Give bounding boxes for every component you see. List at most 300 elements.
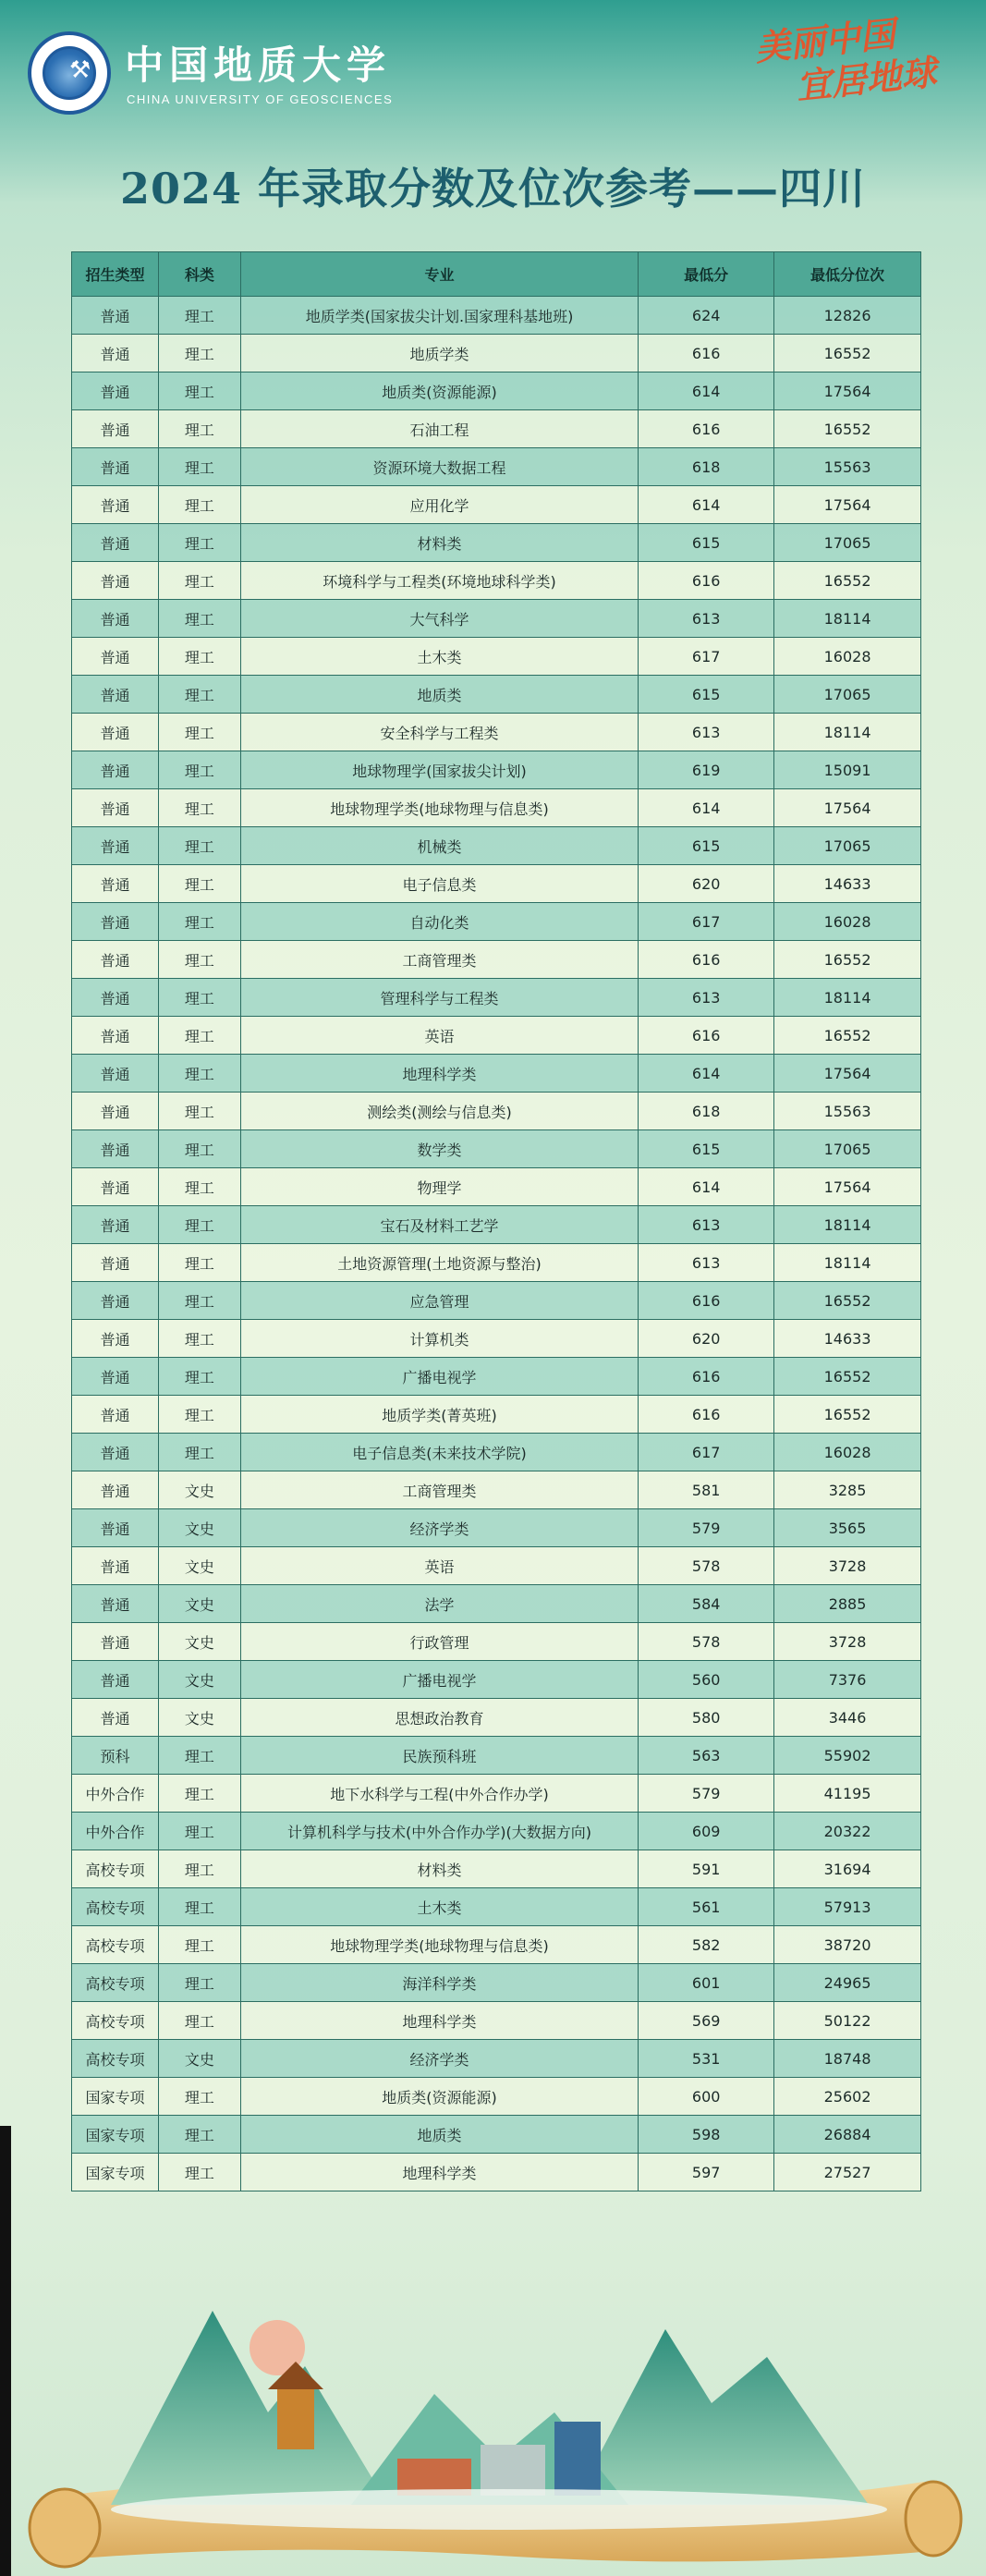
cell-subject-category: 理工	[158, 335, 240, 372]
cell-enrollment-type: 普通	[72, 1471, 159, 1509]
cell-subject-category: 理工	[158, 714, 240, 751]
cell-min-rank: 14633	[774, 1320, 921, 1358]
table-row	[72, 335, 921, 372]
cell-major: 地质类	[240, 2116, 638, 2154]
cell-enrollment-type: 普通	[72, 1623, 159, 1661]
cell-subject-category: 理工	[158, 1282, 240, 1320]
cell-min-rank: 14633	[774, 865, 921, 903]
cell-enrollment-type: 普通	[72, 1055, 159, 1093]
slogan-line-2: 宜居地球	[794, 51, 939, 107]
cell-enrollment-type: 普通	[72, 789, 159, 827]
logo-emblem	[43, 46, 96, 100]
cell-min-score: 614	[639, 1055, 774, 1093]
cell-subject-category: 理工	[158, 1775, 240, 1813]
cell-major: 法学	[240, 1585, 638, 1623]
cell-subject-category: 理工	[158, 1434, 240, 1471]
table-row	[72, 2040, 921, 2078]
cell-subject-category: 理工	[158, 410, 240, 448]
cell-subject-category: 理工	[158, 941, 240, 979]
cell-min-score: 615	[639, 524, 774, 562]
cell-min-rank: 16552	[774, 410, 921, 448]
cell-min-score: 597	[639, 2154, 774, 2191]
cell-enrollment-type: 普通	[72, 941, 159, 979]
cell-major: 电子信息类(未来技术学院)	[240, 1434, 638, 1471]
cell-enrollment-type: 高校专项	[72, 1888, 159, 1926]
cell-enrollment-type: 普通	[72, 1168, 159, 1206]
cell-min-score: 609	[639, 1813, 774, 1850]
cell-major: 海洋科学类	[240, 1964, 638, 2002]
cell-enrollment-type: 普通	[72, 1093, 159, 1130]
cell-min-score: 613	[639, 1206, 774, 1244]
cell-enrollment-type: 普通	[72, 751, 159, 789]
cell-min-rank: 17065	[774, 524, 921, 562]
cell-subject-category: 理工	[158, 1168, 240, 1206]
cell-major: 物理学	[240, 1168, 638, 1206]
table-row	[72, 751, 921, 789]
table-row	[72, 297, 921, 335]
mountain-right	[573, 2329, 869, 2505]
cell-min-rank: 17564	[774, 372, 921, 410]
table-row	[72, 1130, 921, 1168]
cell-major: 地理科学类	[240, 2154, 638, 2191]
cell-enrollment-type: 普通	[72, 1244, 159, 1282]
university-logo	[28, 31, 111, 115]
cell-major: 大气科学	[240, 600, 638, 638]
cell-min-rank: 16028	[774, 1434, 921, 1471]
cell-enrollment-type: 普通	[72, 1282, 159, 1320]
cell-major: 环境科学与工程类(环境地球科学类)	[240, 562, 638, 600]
cell-min-rank: 38720	[774, 1926, 921, 1964]
cell-subject-category: 文史	[158, 1585, 240, 1623]
cell-min-rank: 27527	[774, 2154, 921, 2191]
cell-subject-category: 理工	[158, 448, 240, 486]
table-body	[72, 297, 921, 2191]
cell-major: 工商管理类	[240, 941, 638, 979]
header-enrollment-type: 招生类型	[72, 252, 159, 297]
cell-min-score: 615	[639, 827, 774, 865]
cell-min-rank: 25602	[774, 2078, 921, 2116]
cell-min-score: 616	[639, 335, 774, 372]
cell-min-score: 578	[639, 1623, 774, 1661]
table-row	[72, 1964, 921, 2002]
cell-major: 土木类	[240, 1888, 638, 1926]
cell-subject-category: 理工	[158, 1130, 240, 1168]
cell-subject-category: 理工	[158, 827, 240, 865]
cell-min-score: 617	[639, 1434, 774, 1471]
cell-subject-category: 理工	[158, 789, 240, 827]
cell-enrollment-type: 普通	[72, 1206, 159, 1244]
cell-min-rank: 31694	[774, 1850, 921, 1888]
cell-min-score: 618	[639, 1093, 774, 1130]
table-row	[72, 1850, 921, 1888]
cell-min-rank: 3285	[774, 1471, 921, 1509]
cell-enrollment-type: 高校专项	[72, 1964, 159, 2002]
cell-major: 民族预科班	[240, 1737, 638, 1775]
cell-min-score: 620	[639, 865, 774, 903]
cell-major: 管理科学与工程类	[240, 979, 638, 1017]
cell-subject-category: 理工	[158, 1396, 240, 1434]
cell-min-rank: 16028	[774, 638, 921, 676]
cell-min-rank: 16552	[774, 1358, 921, 1396]
cell-subject-category: 理工	[158, 1320, 240, 1358]
cell-enrollment-type: 普通	[72, 979, 159, 1017]
cell-min-score: 613	[639, 600, 774, 638]
cell-subject-category: 理工	[158, 2116, 240, 2154]
cell-min-score: 613	[639, 979, 774, 1017]
cell-min-score: 618	[639, 448, 774, 486]
cell-enrollment-type: 预科	[72, 1737, 159, 1775]
cell-min-rank: 3565	[774, 1509, 921, 1547]
cell-min-rank: 15563	[774, 1093, 921, 1130]
cell-min-rank: 7376	[774, 1661, 921, 1699]
table-row	[72, 1471, 921, 1509]
cell-min-rank: 20322	[774, 1813, 921, 1850]
table-row	[72, 1017, 921, 1055]
cell-min-rank: 16552	[774, 1282, 921, 1320]
cell-enrollment-type: 高校专项	[72, 2002, 159, 2040]
cell-min-score: 601	[639, 1964, 774, 2002]
cell-min-score: 614	[639, 789, 774, 827]
table-row	[72, 827, 921, 865]
header-min-rank: 最低分位次	[774, 252, 921, 297]
table-row	[72, 1888, 921, 1926]
table-row	[72, 524, 921, 562]
cell-major: 材料类	[240, 524, 638, 562]
cell-min-score: 561	[639, 1888, 774, 1926]
cell-major: 地质学类(国家拔尖计划.国家理科基地班)	[240, 297, 638, 335]
cell-subject-category: 文史	[158, 2040, 240, 2078]
cell-major: 地质类(资源能源)	[240, 2078, 638, 2116]
cell-enrollment-type: 中外合作	[72, 1813, 159, 1850]
cell-subject-category: 理工	[158, 1093, 240, 1130]
cell-min-score: 614	[639, 1168, 774, 1206]
cell-min-score: 615	[639, 676, 774, 714]
table-row	[72, 2078, 921, 2116]
cell-subject-category: 理工	[158, 600, 240, 638]
cell-enrollment-type: 普通	[72, 1358, 159, 1396]
cell-subject-category: 理工	[158, 2078, 240, 2116]
cell-subject-category: 理工	[158, 562, 240, 600]
cell-enrollment-type: 高校专项	[72, 2040, 159, 2078]
table-row	[72, 2116, 921, 2154]
cell-subject-category: 文史	[158, 1547, 240, 1585]
cell-major: 资源环境大数据工程	[240, 448, 638, 486]
table-row	[72, 1206, 921, 1244]
cell-min-rank: 12826	[774, 297, 921, 335]
cell-min-rank: 17065	[774, 676, 921, 714]
cell-enrollment-type: 高校专项	[72, 1926, 159, 1964]
cell-major: 地质学类	[240, 335, 638, 372]
campus-building-2	[554, 2422, 601, 2496]
cell-enrollment-type: 普通	[72, 1396, 159, 1434]
cell-min-rank: 18114	[774, 1244, 921, 1282]
cell-subject-category: 文史	[158, 1623, 240, 1661]
cell-subject-category: 理工	[158, 1964, 240, 2002]
cell-min-score: 616	[639, 1282, 774, 1320]
table-row	[72, 638, 921, 676]
cell-min-rank: 50122	[774, 2002, 921, 2040]
cell-min-rank: 16028	[774, 903, 921, 941]
cell-subject-category: 理工	[158, 2154, 240, 2191]
table-row	[72, 1509, 921, 1547]
cell-min-rank: 17065	[774, 1130, 921, 1168]
cell-enrollment-type: 普通	[72, 410, 159, 448]
landscape-scroll-illustration	[0, 2274, 986, 2576]
cell-min-score: 615	[639, 1130, 774, 1168]
cell-enrollment-type: 普通	[72, 600, 159, 638]
cell-major: 地球物理学类(地球物理与信息类)	[240, 1926, 638, 1964]
cell-min-rank: 18114	[774, 1206, 921, 1244]
cell-major: 土地资源管理(土地资源与整治)	[240, 1244, 638, 1282]
clouds	[111, 2489, 887, 2530]
pagoda	[277, 2385, 314, 2449]
cell-enrollment-type: 普通	[72, 865, 159, 903]
cell-subject-category: 理工	[158, 865, 240, 903]
table-row	[72, 1737, 921, 1775]
cell-subject-category: 文史	[158, 1509, 240, 1547]
table-row	[72, 1434, 921, 1471]
cell-subject-category: 理工	[158, 1358, 240, 1396]
table-row	[72, 1396, 921, 1434]
cell-subject-category: 文史	[158, 1661, 240, 1699]
cell-major: 计算机类	[240, 1320, 638, 1358]
cell-min-score: 616	[639, 941, 774, 979]
cell-min-rank: 17564	[774, 1168, 921, 1206]
cell-min-rank: 18114	[774, 600, 921, 638]
cell-major: 地下水科学与工程(中外合作办学)	[240, 1775, 638, 1813]
cell-enrollment-type: 普通	[72, 448, 159, 486]
cell-major: 石油工程	[240, 410, 638, 448]
cell-min-score: 616	[639, 562, 774, 600]
cell-major: 英语	[240, 1547, 638, 1585]
hammer-icon: ⚒	[69, 56, 91, 84]
cell-enrollment-type: 普通	[72, 714, 159, 751]
cell-major: 测绘类(测绘与信息类)	[240, 1093, 638, 1130]
table-row	[72, 2002, 921, 2040]
cell-min-rank: 17564	[774, 486, 921, 524]
cell-enrollment-type: 普通	[72, 638, 159, 676]
header-subject-category: 科类	[158, 252, 240, 297]
cell-min-rank: 16552	[774, 941, 921, 979]
cell-min-score: 563	[639, 1737, 774, 1775]
cell-min-rank: 16552	[774, 562, 921, 600]
table-row	[72, 1055, 921, 1093]
header-min-score: 最低分	[639, 252, 774, 297]
cell-min-score: 579	[639, 1509, 774, 1547]
cell-min-score: 613	[639, 1244, 774, 1282]
admission-score-table	[71, 251, 921, 2191]
cell-major: 地质学类(菁英班)	[240, 1396, 638, 1434]
cell-enrollment-type: 普通	[72, 1547, 159, 1585]
cell-major: 英语	[240, 1017, 638, 1055]
cell-enrollment-type: 普通	[72, 1585, 159, 1623]
cell-min-rank: 18114	[774, 979, 921, 1017]
cell-enrollment-type: 普通	[72, 827, 159, 865]
cell-major: 经济学类	[240, 2040, 638, 2078]
cell-major: 土木类	[240, 638, 638, 676]
cell-enrollment-type: 普通	[72, 524, 159, 562]
table-row	[72, 789, 921, 827]
table-row	[72, 448, 921, 486]
table-row	[72, 562, 921, 600]
cell-major: 安全科学与工程类	[240, 714, 638, 751]
cell-subject-category: 理工	[158, 1017, 240, 1055]
cell-major: 计算机科学与技术(中外合作办学)(大数据方向)	[240, 1813, 638, 1850]
table-row	[72, 1585, 921, 1623]
cell-min-rank: 24965	[774, 1964, 921, 2002]
cell-subject-category: 理工	[158, 297, 240, 335]
table-row	[72, 903, 921, 941]
cell-enrollment-type: 普通	[72, 1320, 159, 1358]
table-row	[72, 714, 921, 751]
cell-enrollment-type: 普通	[72, 562, 159, 600]
scroll-roll-left	[30, 2489, 100, 2567]
cell-major: 地质类	[240, 676, 638, 714]
cell-min-rank: 15091	[774, 751, 921, 789]
cell-enrollment-type: 中外合作	[72, 1775, 159, 1813]
cell-enrollment-type: 普通	[72, 1130, 159, 1168]
cell-major: 广播电视学	[240, 1358, 638, 1396]
cell-min-score: 598	[639, 2116, 774, 2154]
page-header	[0, 0, 986, 139]
cell-subject-category: 理工	[158, 1813, 240, 1850]
cell-major: 应用化学	[240, 486, 638, 524]
cell-major: 数学类	[240, 1130, 638, 1168]
campus-building-3	[481, 2445, 545, 2496]
cell-enrollment-type: 高校专项	[72, 1850, 159, 1888]
cell-enrollment-type: 国家专项	[72, 2154, 159, 2191]
cell-min-rank: 17065	[774, 827, 921, 865]
cell-subject-category: 理工	[158, 1888, 240, 1926]
table-row	[72, 1661, 921, 1699]
cell-min-score: 531	[639, 2040, 774, 2078]
cell-subject-category: 理工	[158, 1737, 240, 1775]
cell-subject-category: 理工	[158, 751, 240, 789]
header-major: 专业	[240, 252, 638, 297]
cell-subject-category: 理工	[158, 638, 240, 676]
score-table	[71, 251, 921, 2191]
table-row	[72, 1320, 921, 1358]
cell-subject-category: 理工	[158, 1926, 240, 1964]
cell-subject-category: 理工	[158, 2002, 240, 2040]
cell-min-score: 580	[639, 1699, 774, 1737]
table-header-row	[72, 252, 921, 297]
table-row	[72, 372, 921, 410]
table-row	[72, 1244, 921, 1282]
cell-enrollment-type: 国家专项	[72, 2078, 159, 2116]
university-name-en: CHINA UNIVERSITY OF GEOSCIENCES	[127, 92, 394, 106]
cell-min-score: 616	[639, 1017, 774, 1055]
cell-min-score: 614	[639, 486, 774, 524]
table-row	[72, 486, 921, 524]
slogan-calligraphy	[753, 6, 961, 128]
cell-enrollment-type: 普通	[72, 1017, 159, 1055]
cell-enrollment-type: 国家专项	[72, 2116, 159, 2154]
cell-min-rank: 17564	[774, 789, 921, 827]
cell-major: 经济学类	[240, 1509, 638, 1547]
cell-subject-category: 理工	[158, 1206, 240, 1244]
cell-min-rank: 57913	[774, 1888, 921, 1926]
cell-major: 广播电视学	[240, 1661, 638, 1699]
table-row	[72, 1926, 921, 1964]
cell-subject-category: 理工	[158, 979, 240, 1017]
cell-min-score: 620	[639, 1320, 774, 1358]
cell-min-score: 624	[639, 297, 774, 335]
cell-major: 地理科学类	[240, 2002, 638, 2040]
cell-min-score: 578	[639, 1547, 774, 1585]
cell-enrollment-type: 普通	[72, 297, 159, 335]
table-row	[72, 2154, 921, 2191]
cell-min-score: 582	[639, 1926, 774, 1964]
cell-major: 机械类	[240, 827, 638, 865]
cell-enrollment-type: 普通	[72, 486, 159, 524]
table-row	[72, 1282, 921, 1320]
cell-min-score: 584	[639, 1585, 774, 1623]
scroll-roll-right	[906, 2482, 961, 2556]
cell-min-rank: 16552	[774, 1017, 921, 1055]
cell-enrollment-type: 普通	[72, 372, 159, 410]
table-row	[72, 1358, 921, 1396]
cell-subject-category: 理工	[158, 1850, 240, 1888]
cell-min-rank: 18114	[774, 714, 921, 751]
cell-major: 思想政治教育	[240, 1699, 638, 1737]
cell-min-score: 600	[639, 2078, 774, 2116]
cell-enrollment-type: 普通	[72, 1434, 159, 1471]
cell-enrollment-type: 普通	[72, 903, 159, 941]
cell-subject-category: 理工	[158, 676, 240, 714]
table-row	[72, 979, 921, 1017]
cell-subject-category: 理工	[158, 372, 240, 410]
cell-min-score: 591	[639, 1850, 774, 1888]
cell-min-rank: 55902	[774, 1737, 921, 1775]
slogan-line-1: 美丽中国	[752, 12, 897, 69]
cell-min-score: 614	[639, 372, 774, 410]
table-row	[72, 410, 921, 448]
table-row	[72, 1775, 921, 1813]
cell-major: 地理科学类	[240, 1055, 638, 1093]
cell-major: 工商管理类	[240, 1471, 638, 1509]
cell-major: 行政管理	[240, 1623, 638, 1661]
cell-min-rank: 3728	[774, 1547, 921, 1585]
cell-major: 地球物理学类(地球物理与信息类)	[240, 789, 638, 827]
cell-min-score: 616	[639, 410, 774, 448]
cell-min-score: 617	[639, 903, 774, 941]
cell-enrollment-type: 普通	[72, 1661, 159, 1699]
cell-min-score: 617	[639, 638, 774, 676]
table-row	[72, 676, 921, 714]
cell-min-rank: 26884	[774, 2116, 921, 2154]
university-name-cn: 中国地质大学	[125, 43, 392, 88]
cell-major: 宝石及材料工艺学	[240, 1206, 638, 1244]
table-row	[72, 1093, 921, 1130]
table-row	[72, 600, 921, 638]
cell-min-score: 560	[639, 1661, 774, 1699]
table-row	[72, 1813, 921, 1850]
cell-min-rank: 2885	[774, 1585, 921, 1623]
cell-subject-category: 文史	[158, 1699, 240, 1737]
cell-min-rank: 3728	[774, 1623, 921, 1661]
cell-min-score: 613	[639, 714, 774, 751]
cell-enrollment-type: 普通	[72, 1699, 159, 1737]
cell-enrollment-type: 普通	[72, 676, 159, 714]
cell-min-rank: 18748	[774, 2040, 921, 2078]
cell-subject-category: 理工	[158, 1244, 240, 1282]
table-row	[72, 1168, 921, 1206]
cell-min-rank: 41195	[774, 1775, 921, 1813]
cell-major: 电子信息类	[240, 865, 638, 903]
table-row	[72, 1623, 921, 1661]
cell-subject-category: 理工	[158, 903, 240, 941]
